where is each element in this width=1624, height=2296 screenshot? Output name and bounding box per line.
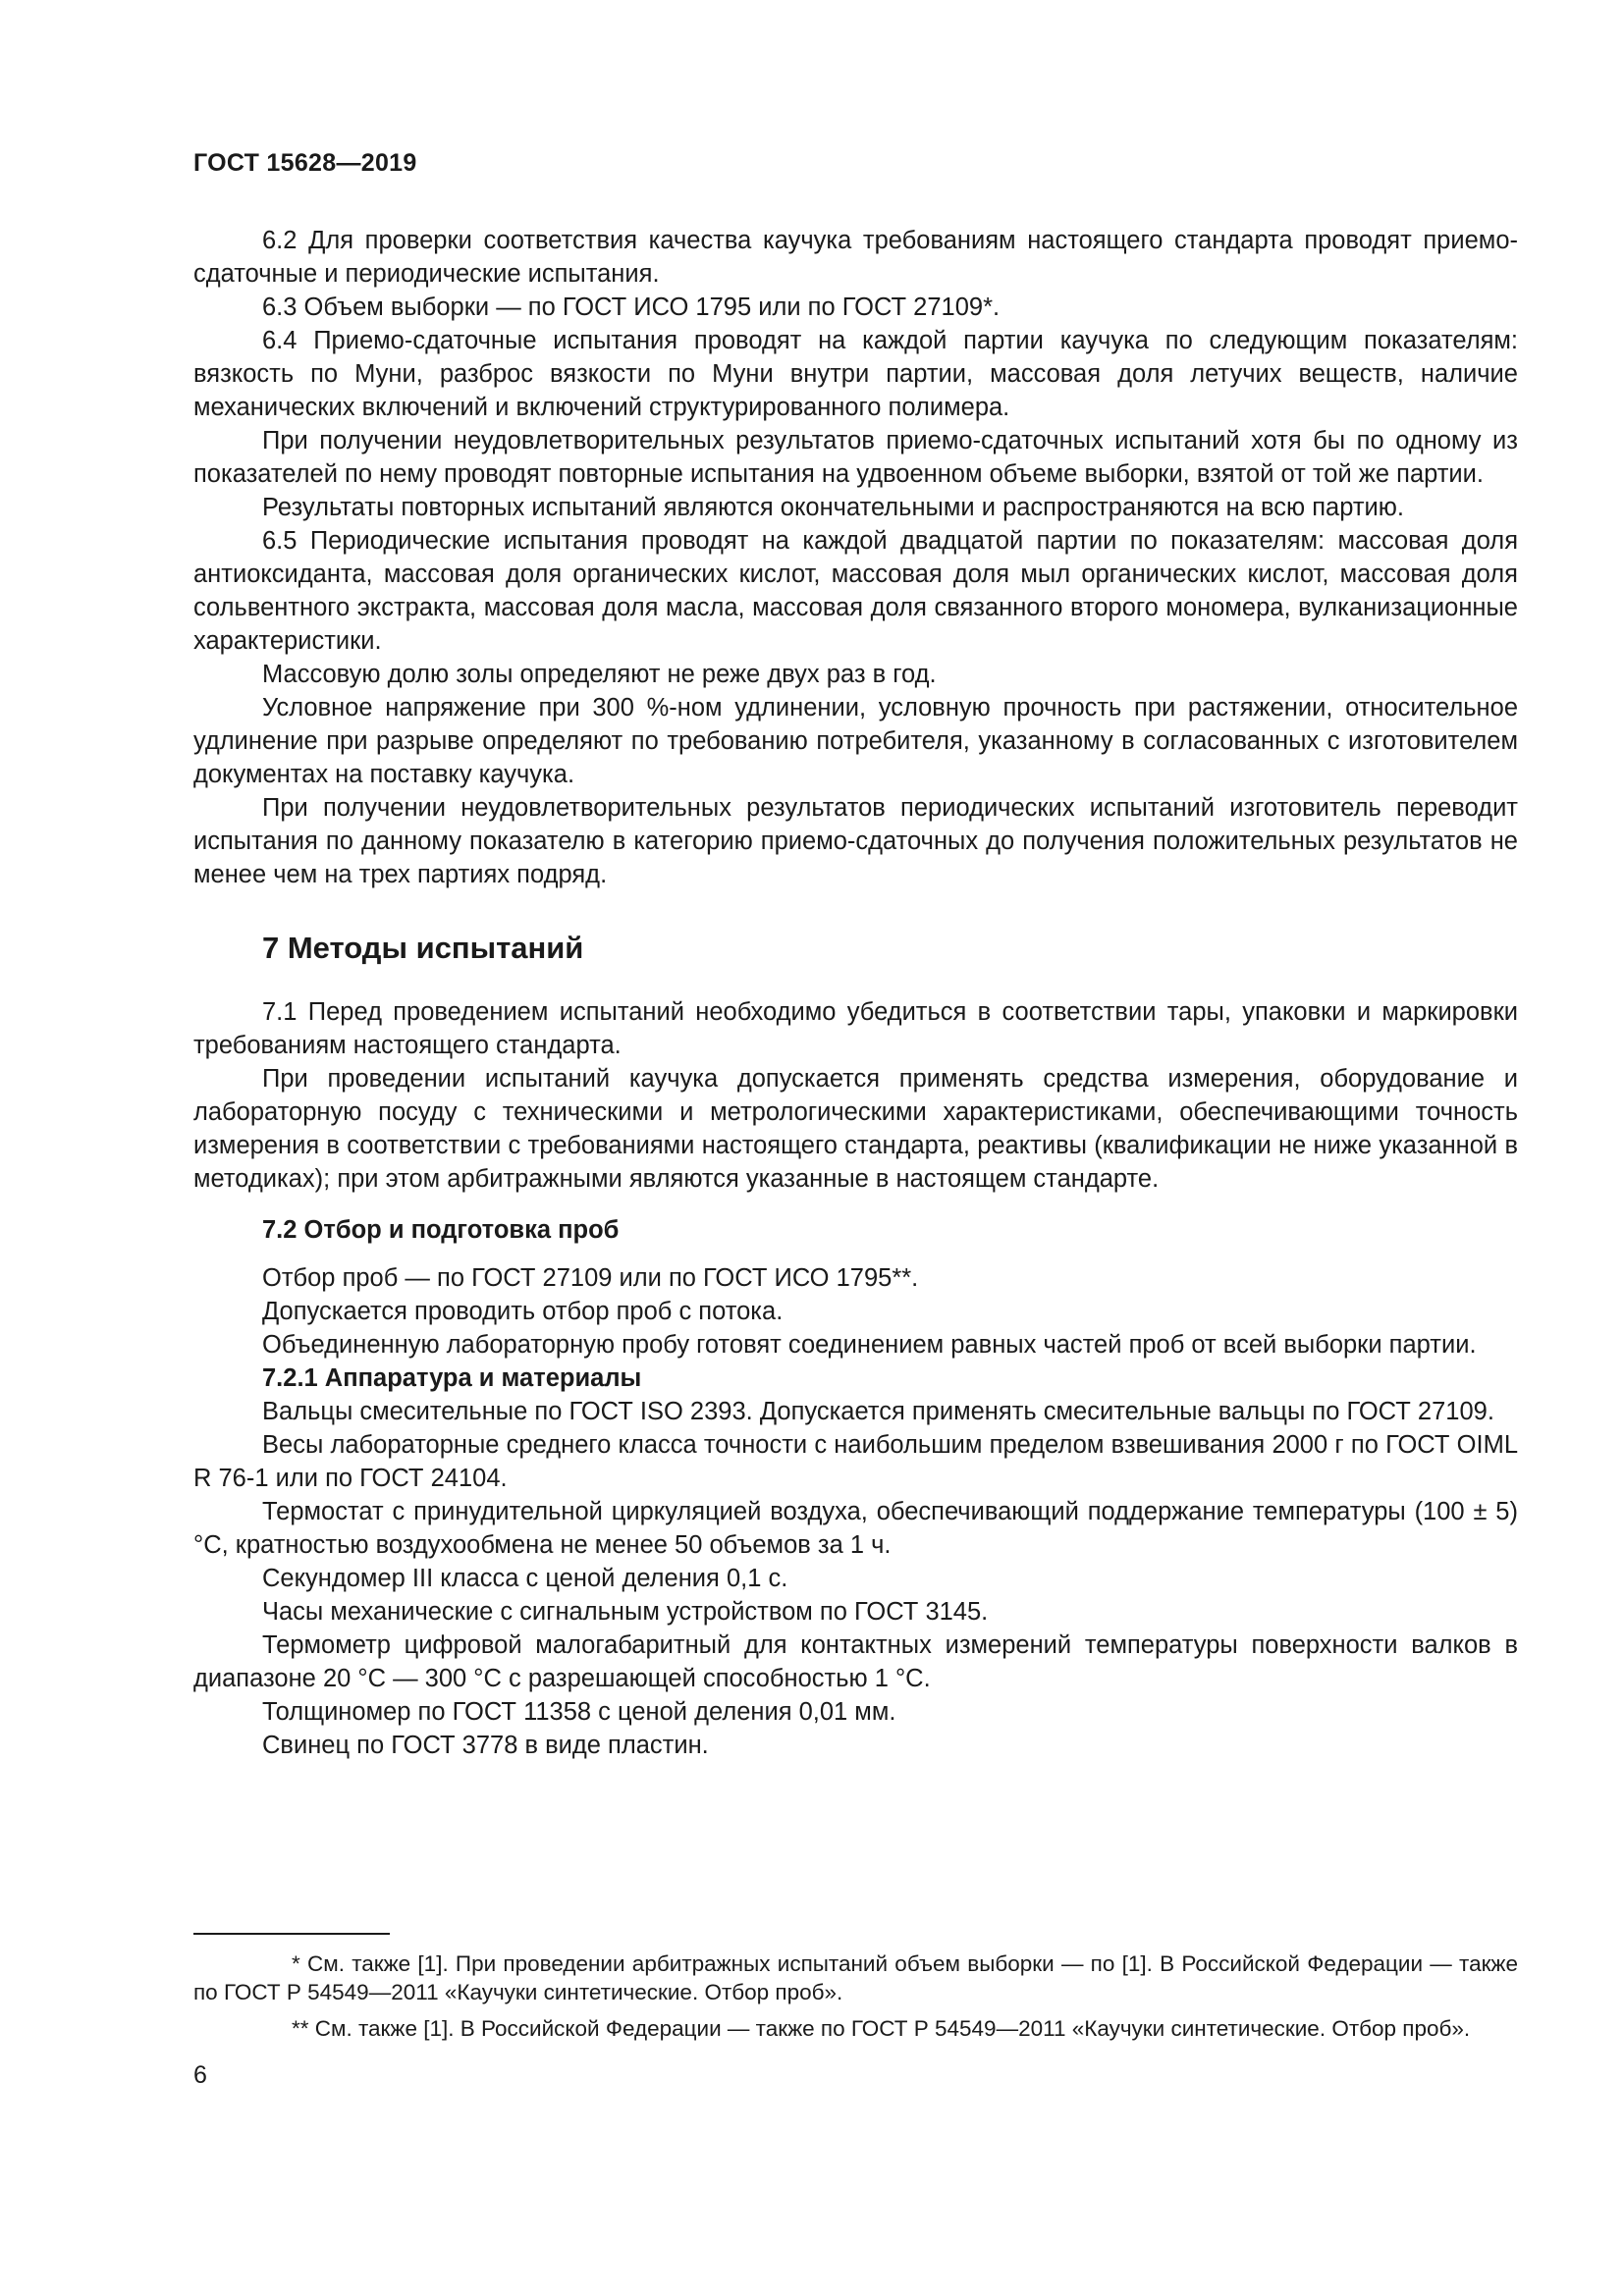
paragraph-7-2-stream: Допускается проводить отбор проб с потока. (262, 1298, 784, 1325)
paragraph-lead: Свинец по ГОСТ 3778 в виде пластин. (262, 1732, 709, 1759)
paragraph-6-5-stress: Условное напряжение при 300 %-ном удлинении, условную прочность при растяжении, относительное удлинение при разрыве определяют по требованию потребителя, указанному в согласованных с изготовителем документах на поставку каучука. (193, 694, 1518, 788)
page-content (193, 224, 1518, 1762)
paragraph-rolls: Вальцы смесительные по ГОСТ ISO 2393. Допускается применять смесительные вальцы по ГОСТ 27109. (262, 1398, 1494, 1425)
paragraph-7-1: 7.1 Перед проведением испытаний необходимо убедиться в соответствии тары, упаковки и маркировки требованиям настоящего стандарта. (193, 998, 1518, 1059)
paragraph-6-3: 6.3 Объем выборки — по ГОСТ ИСО 1795 или по ГОСТ 27109*. (262, 294, 1001, 321)
paragraph-stopwatch: Секундомер III класса с ценой деления 0,1 с. (262, 1565, 788, 1592)
paragraph-6-4-retest: При получении неудовлетворительных результатов приемо-сдаточных испытаний хотя бы по одному из показателей по нему проводят повторные испытания на удвоенном объеме выборки, взятой от той же партии. (193, 427, 1518, 488)
paragraph-clock: Часы механические с сигнальным устройством по ГОСТ 3145. (262, 1598, 989, 1626)
paragraph-7-2-sampling: Отбор проб — по ГОСТ 27109 или по ГОСТ ИСО 1795**. (262, 1264, 919, 1292)
footnotes (193, 1949, 1518, 2051)
footnote-divider (193, 1933, 390, 1935)
paragraph-thickness-gauge: Толщиномер по ГОСТ 11358 с ценой деления 0,01 мм. (262, 1698, 896, 1726)
section-7-2-1-heading: 7.2.1 Аппаратура и материалы (262, 1364, 642, 1392)
paragraph-thermometer: Термометр цифровой малогабаритный для контактных измерений температуры поверхности валков в диапазоне 20 °С — 300 °С с разрешающей способностью 1 °С. (193, 1631, 1518, 1692)
paragraph-7-2-combined: Объединенную лабораторную пробу готовят соединением равных частей проб от всей выборки партии. (262, 1331, 1477, 1359)
section-7-heading: 7 Методы испытаний (262, 931, 584, 965)
section-7-2-heading: 7.2 Отбор и подготовка проб (262, 1216, 620, 1244)
paragraph-scales: Весы лабораторные среднего класса точности с наибольшим пределом взвешивания 2000 г по ГОСТ OIML R 76-1 или по ГОСТ 24104. (193, 1431, 1518, 1492)
paragraph-thermostat: Термостат с принудительной циркуляцией воздуха, обеспечивающий поддержание температуры (100 ± 5) °С, кратностью воздухообмена не менее 50 объемов за 1 ч. (193, 1498, 1518, 1559)
paragraph-6-5: 6.5 Периодические испытания проводят на каждой двадцатой партии по показателям: массовая доля антиоксиданта, массовая доля органических кислот, массовая доля мыл органических кислот, массовая доля сольвентного экстракта, массовая доля масла, массовая доля связанного второго мономера, вулканизационные характеристики. (193, 527, 1518, 655)
page-number: 6 (193, 2061, 207, 2089)
paragraph-7-1-equipment: При проведении испытаний каучука допускается применять средства измерения, оборудование и лабораторную посуду с техническими и метрологическими характеристиками, обеспечивающими точность измерения в соответствии с требованиями настоящего стандарта, реактивы (квалификации не ниже указанной в методиках); при этом арбитражными являются указанные в настоящем стандарте. (193, 1065, 1518, 1193)
paragraph-6-4: 6.4 Приемо-сдаточные испытания проводят на каждой партии каучука по следующим показателям: вязкость по Муни, разброс вязкости по Муни внутри партии, массовая доля летучих веществ, наличие механических включений и включений структурированного полимера. (193, 327, 1518, 421)
paragraph-6-2: 6.2 Для проверки соответствия качества каучука требованиям настоящего стандарта проводят приемо-сдаточные и периодические испытания. (193, 227, 1518, 288)
paragraph-6-4-final: Результаты повторных испытаний являются окончательными и распространяются на всю партию. (262, 494, 1404, 521)
paragraph-6-5-ash: Массовую долю золы определяют не реже двух раз в год. (262, 661, 937, 688)
paragraph-6-5-retest: При получении неудовлетворительных результатов периодических испытаний изготовитель переводит испытания по данному показателю в категорию приемо-сдаточных до получения положительных результатов не менее чем на трех партиях подряд. (193, 794, 1518, 888)
footnote-1: * См. также [1]. При проведении арбитражных испытаний объем выборки — по [1]. В Российской Федерации — также по ГОСТ Р 54549—2011 «Каучуки синтетические. Отбор проб». (193, 1951, 1518, 2004)
footnote-2: ** См. также [1]. В Российской Федерации — также по ГОСТ Р 54549—2011 «Каучуки синтетические. Отбор проб». (292, 2016, 1471, 2041)
standard-header: ГОСТ 15628—2019 (193, 149, 417, 177)
